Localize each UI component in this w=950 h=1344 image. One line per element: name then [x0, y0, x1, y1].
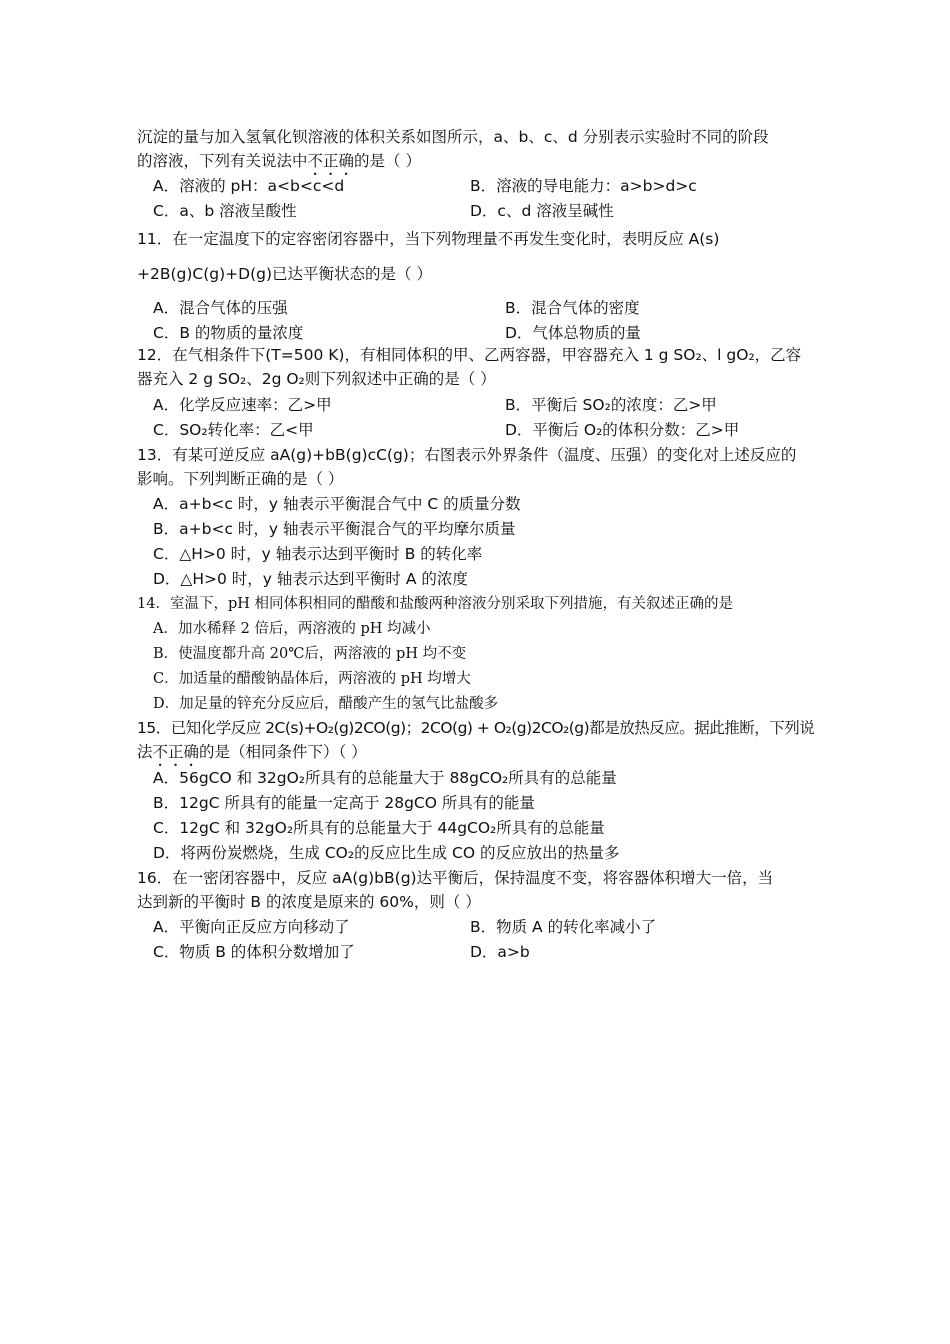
q12-option-c: C．SO₂转化率：乙<甲 — [153, 421, 314, 439]
q15-emphasis-not-correct: 不正确 — [152, 743, 200, 761]
q12-option-a: A．化学反应速率：乙>甲 — [153, 396, 332, 414]
q14-option-d: D．加足量的锌充分反应后，醋酸产生的氢气比盐酸多 — [153, 696, 499, 712]
q10-stem-paren: 的是（ ） — [354, 152, 421, 170]
q15-stem-line1: 15．已知化学反应 2C(s)+O₂(g)2CO(g)；2CO(g) + O₂(g)2CO₂(g)都是放热反应。据此推断，下列说 — [137, 719, 815, 737]
q13-stem-line2: 影响。下列判断正确的是（ ） — [137, 470, 344, 488]
q10-stem-line1: 沉淀的量与加入氢氧化钡溶液的体积关系如图所示，a、b、c、d 分别表示实验时不同的阶段 — [137, 128, 769, 146]
q10-option-d: D．c、d 溶液呈碱性 — [470, 202, 614, 220]
q12-stem-line2: 器充入 2 g SO₂、2g O₂则下列叙述中正确的是（ ） — [137, 370, 496, 388]
q12-option-d: D．平衡后 O₂的体积分数：乙>甲 — [505, 421, 740, 439]
q14-option-b: B．使温度都升高 20℃后，两溶液的 pH 均不变 — [153, 646, 467, 662]
q15-stem-paren: 的是（相同条件下）（ ） — [199, 743, 367, 761]
q15-stem-line2 — [137, 742, 367, 770]
q11-option-a: A．混合气体的压强 — [153, 299, 288, 317]
q14-option-a: A．加水稀释 2 倍后，两溶液的 pH 均减小 — [153, 621, 431, 637]
q11-option-b: B．混合气体的密度 — [505, 299, 640, 317]
q15-option-c: C．12gC 和 32gO₂所具有的总能量大于 44gCO₂所具有的总能量 — [153, 819, 605, 837]
q16-option-b: B．物质 A 的转化率减小了 — [470, 918, 657, 936]
q12-stem-line1: 12．在气相条件下(T=500 K)，有相同体积的甲、乙两容器，甲容器充入 1 g SO₂、l gO₂，乙容 — [137, 346, 802, 364]
q11-stem-line2: +2B(g)C(g)+D(g)已达平衡状态的是（ ） — [137, 265, 432, 283]
q15-stem-text: 法 — [137, 743, 153, 761]
q10-option-c: C．a、b 溶液呈酸性 — [153, 202, 297, 220]
q10-emphasis-not-correct: 不正确 — [307, 152, 355, 170]
q14-option-c: C．加适量的醋酸钠晶体后，两溶液的 pH 均增大 — [153, 671, 471, 687]
q11-stem-line1: 11．在一定温度下的定容密闭容器中，当下列物理量不再发生变化时，表明反应 A(s) — [137, 230, 720, 248]
q10-option-b: B．溶液的导电能力：a>b>d>c — [470, 177, 697, 195]
q16-option-d: D．a>b — [470, 943, 530, 961]
q15-option-b: B．12gC 所具有的能量一定高于 28gCO 所具有的能量 — [153, 794, 535, 812]
q15-option-d: D．将两份炭燃烧，生成 CO₂的反应比生成 CO 的反应放出的热量多 — [153, 844, 620, 862]
q15-option-a: A．56gCO 和 32gO₂所具有的总能量大于 88gCO₂所具有的总能量 — [153, 769, 617, 787]
q11-option-c: C．B 的物质的量浓度 — [153, 324, 304, 342]
q13-option-a: A．a+b<c 时，y 轴表示平衡混合气中 C 的质量分数 — [153, 495, 521, 513]
q10-option-a: A．溶液的 pH：a<b<c<d — [153, 177, 345, 195]
q14-stem-line1: 14．室温下，pH 相同体积相同的醋酸和盐酸两种溶液分别采取下列措施，有关叙述正确的是 — [137, 596, 733, 612]
q13-option-c: C．△H>0 时，y 轴表示达到平衡时 B 的转化率 — [153, 545, 483, 563]
q16-option-a: A．平衡向正反应方向移动了 — [153, 918, 350, 936]
q10-stem-line2 — [137, 151, 421, 179]
q16-stem-line2: 达到新的平衡时 B 的浓度是原来的 60%，则（ ） — [137, 893, 481, 911]
q16-option-c: C．物质 B 的体积分数增加了 — [153, 943, 355, 961]
q13-stem-line1: 13．有某可逆反应 aA(g)+bB(g)cC(g)；右图表示外界条件（温度、压强）的变化对上述反应的 — [137, 446, 797, 464]
q13-option-b: B．a+b<c 时，y 轴表示平衡混合气的平均摩尔质量 — [153, 520, 516, 538]
q11-option-d: D．气体总物质的量 — [505, 324, 641, 342]
q12-option-b: B．平衡后 SO₂的浓度：乙>甲 — [505, 396, 717, 414]
q10-stem-text: 的溶液，下列有关说法中 — [137, 152, 308, 170]
q16-stem-line1: 16．在一密闭容器中，反应 aA(g)bB(g)达平衡后，保持温度不变，将容器体积增大一倍，当 — [137, 869, 774, 887]
q13-option-d: D．△H>0 时，y 轴表示达到平衡时 A 的浓度 — [153, 570, 468, 588]
